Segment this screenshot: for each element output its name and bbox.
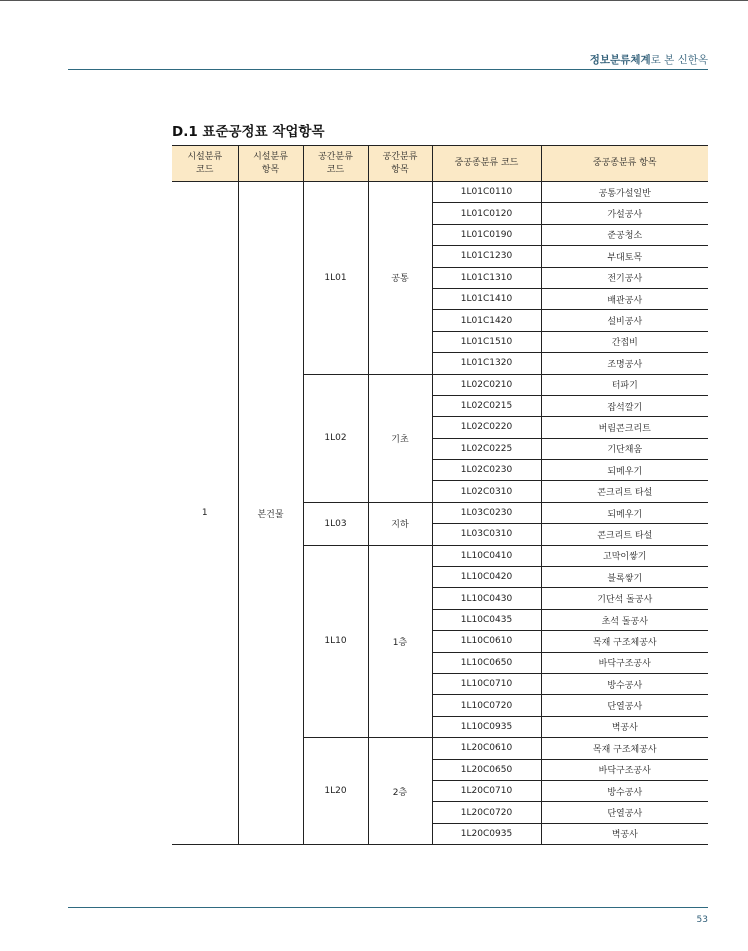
work-item-cell: 방수공사 xyxy=(541,673,708,694)
work-item-cell: 바닥구조공사 xyxy=(541,759,708,780)
work-item-cell: 전기공사 xyxy=(541,267,708,288)
work-code-cell: 1L02C0230 xyxy=(432,460,541,481)
work-item-cell: 바닥구조공사 xyxy=(541,652,708,673)
work-item-cell: 목재 구조체공사 xyxy=(541,631,708,652)
work-item-cell: 벽공사 xyxy=(541,716,708,737)
work-item-cell: 초석 돌공사 xyxy=(541,609,708,630)
work-code-cell: 1L10C0435 xyxy=(432,609,541,630)
work-code-cell: 1L02C0220 xyxy=(432,417,541,438)
facility-item-cell: 본건물 xyxy=(238,182,303,845)
work-item-cell: 콘크리트 타설 xyxy=(541,524,708,545)
work-item-cell: 공통가설일반 xyxy=(541,182,708,203)
work-item-cell: 설비공사 xyxy=(541,310,708,331)
work-item-cell: 준공청소 xyxy=(541,224,708,245)
header-space-code: 공간분류 코드 xyxy=(303,146,368,182)
work-item-cell: 기단채움 xyxy=(541,438,708,459)
work-code-cell: 1L10C0935 xyxy=(432,716,541,737)
space-item-cell: 1층 xyxy=(368,545,432,738)
work-code-cell: 1L10C0420 xyxy=(432,567,541,588)
header-facility-code: 시설분류 코드 xyxy=(172,146,238,182)
work-code-cell: 1L02C0225 xyxy=(432,438,541,459)
space-item-cell: 2층 xyxy=(368,738,432,845)
running-header-rest: 로 본 신한옥 xyxy=(650,54,708,66)
work-item-cell: 벽공사 xyxy=(541,823,708,844)
work-code-cell: 1L20C0710 xyxy=(432,780,541,801)
work-code-cell: 1L10C0410 xyxy=(432,545,541,566)
work-code-cell: 1L01C1320 xyxy=(432,353,541,374)
work-item-cell: 목재 구조체공사 xyxy=(541,738,708,759)
work-item-cell: 잡석깔기 xyxy=(541,395,708,416)
work-code-cell: 1L02C0210 xyxy=(432,374,541,395)
work-item-cell: 콘크리트 타설 xyxy=(541,481,708,502)
work-code-cell: 1L01C1230 xyxy=(432,246,541,267)
table-body xyxy=(172,182,708,845)
work-item-cell: 되메우기 xyxy=(541,502,708,523)
work-item-cell: 고막이쌓기 xyxy=(541,545,708,566)
work-item-cell: 단열공사 xyxy=(541,695,708,716)
work-item-cell: 조명공사 xyxy=(541,353,708,374)
header-work-code: 중공종분류 코드 xyxy=(432,146,541,182)
top-rule xyxy=(0,0,748,1)
work-code-cell: 1L01C1510 xyxy=(432,331,541,352)
work-item-cell: 방수공사 xyxy=(541,780,708,801)
work-item-cell: 간접비 xyxy=(541,331,708,352)
work-item-cell: 부대토목 xyxy=(541,246,708,267)
work-items-table xyxy=(172,145,708,845)
work-code-cell: 1L03C0310 xyxy=(432,524,541,545)
space-item-cell: 기초 xyxy=(368,374,432,502)
footer-rule xyxy=(68,907,708,908)
table-row xyxy=(172,182,708,203)
work-item-cell: 단열공사 xyxy=(541,802,708,823)
work-code-cell: 1L01C0190 xyxy=(432,224,541,245)
work-item-cell: 되메우기 xyxy=(541,460,708,481)
space-code-cell: 1L10 xyxy=(303,545,368,738)
work-item-cell: 배관공사 xyxy=(541,288,708,309)
work-code-cell: 1L01C1420 xyxy=(432,310,541,331)
running-header-bold: 정보분류체계 xyxy=(589,54,651,66)
space-item-cell: 지하 xyxy=(368,502,432,545)
work-code-cell: 1L10C0710 xyxy=(432,673,541,694)
work-item-cell: 버림콘크리트 xyxy=(541,417,708,438)
page-number: 53 xyxy=(696,915,708,925)
work-code-cell: 1L01C1310 xyxy=(432,267,541,288)
work-code-cell: 1L20C0610 xyxy=(432,738,541,759)
work-code-cell: 1L01C1410 xyxy=(432,288,541,309)
table-header-row xyxy=(172,146,708,182)
space-code-cell: 1L03 xyxy=(303,502,368,545)
space-code-cell: 1L02 xyxy=(303,374,368,502)
work-code-cell: 1L02C0310 xyxy=(432,481,541,502)
facility-code-cell: 1 xyxy=(172,182,238,845)
space-item-cell: 공통 xyxy=(368,182,432,375)
space-code-cell: 1L01 xyxy=(303,182,368,375)
section-title: D.1 표준공정표 작업항목 xyxy=(172,124,325,140)
work-code-cell: 1L10C0650 xyxy=(432,652,541,673)
work-code-cell: 1L20C0720 xyxy=(432,802,541,823)
work-code-cell: 1L10C0610 xyxy=(432,631,541,652)
work-code-cell: 1L10C0430 xyxy=(432,588,541,609)
work-item-cell: 터파기 xyxy=(541,374,708,395)
header-work-item: 중공종분류 항목 xyxy=(541,146,708,182)
work-code-cell: 1L01C0120 xyxy=(432,203,541,224)
running-header xyxy=(590,52,708,67)
header-facility-item: 시설분류 항목 xyxy=(238,146,303,182)
work-code-cell: 1L02C0215 xyxy=(432,395,541,416)
work-code-cell: 1L20C0935 xyxy=(432,823,541,844)
work-item-cell: 가설공사 xyxy=(541,203,708,224)
work-code-cell: 1L10C0720 xyxy=(432,695,541,716)
work-item-cell: 블록쌓기 xyxy=(541,567,708,588)
header-space-item: 공간분류 항목 xyxy=(368,146,432,182)
space-code-cell: 1L20 xyxy=(303,738,368,845)
work-code-cell: 1L20C0650 xyxy=(432,759,541,780)
header-rule xyxy=(68,69,708,70)
work-code-cell: 1L03C0230 xyxy=(432,502,541,523)
work-code-cell: 1L01C0110 xyxy=(432,182,541,203)
work-item-cell: 기단석 돌공사 xyxy=(541,588,708,609)
